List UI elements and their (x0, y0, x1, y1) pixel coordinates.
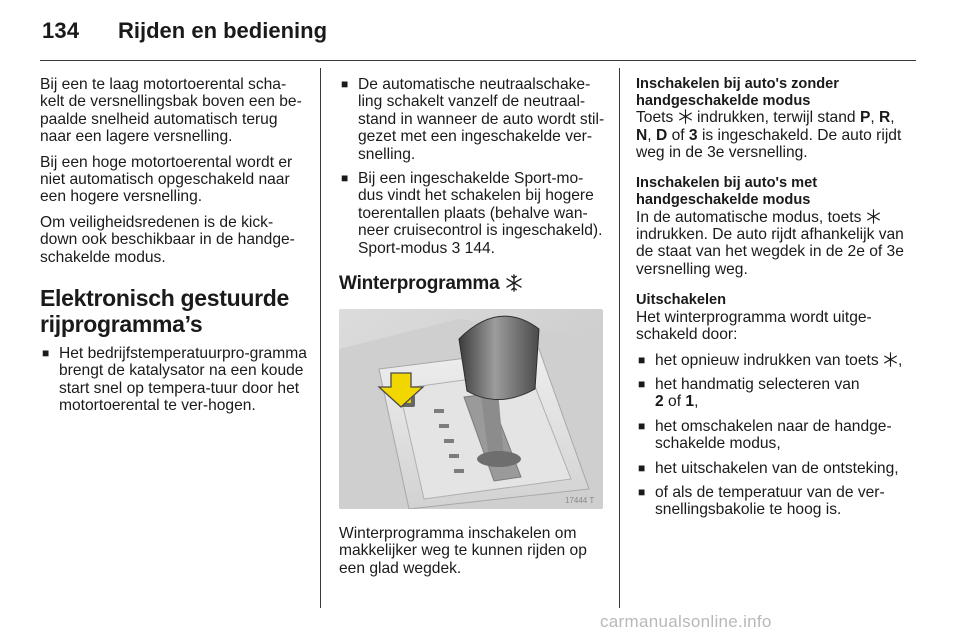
gear-position: 1 (685, 393, 695, 411)
list-item (339, 170, 607, 257)
bullet-list (339, 76, 607, 257)
paragraph: Het winterprogramma wordt uitge-schakeld door: (636, 308, 872, 344)
section-heading-text: Winterprogramma (339, 273, 500, 295)
bullet-list (636, 352, 914, 519)
header-divider (40, 60, 916, 61)
text: indrukken. De auto rijdt afhankelijk van de staat van het wegdek in de 2e of 3e versnelling weg. (636, 226, 904, 278)
page-number: 134 (42, 18, 80, 43)
column-divider-2 (619, 68, 620, 608)
text: het handmatig selecteren van (655, 376, 860, 394)
paragraph: Bij een te laag motortoerental scha-kelt de versnellingsbak boven een be-paalde snelheid automatisch terug naar een lagere versnelling. (40, 76, 302, 146)
list-item: ■ het uitschakelen van de ontsteking, (636, 460, 914, 477)
text: , (647, 126, 652, 144)
bullet-list (40, 345, 308, 415)
section-heading: Elektronisch gestuurde rijprogramma’s (40, 285, 290, 338)
paragraph: Om veiligheidsredenen is de kick-down ook beschikbaar in de handge-schakelde modus. (40, 213, 295, 266)
subheading: Uitschakelen (636, 292, 727, 309)
paragraph: Bij een hoge motortoerental wordt er niet automatisch opgeschakeld naar een hogere versnelling. (40, 153, 293, 206)
text: , (890, 109, 895, 127)
text: Toets (636, 109, 674, 127)
list-item: ■ Het bedrijfstemperatuurpro-gramma brengt de katalysator na een koude start snel op tempera-tuur door het motortoerental te ver-hogen. (40, 345, 308, 415)
list-item: ■ of als de temperatuur van de ver-snellingsbakolie te hoog is. (636, 484, 914, 519)
snowflake-icon (883, 352, 898, 367)
list-item (636, 352, 914, 369)
text: , (870, 109, 875, 127)
list-item-text: Bij een ingeschakelde Sport-mo-dus vindt het schakelen bij hogere toerentallen plaats (behalve wan-neer cruisecontrol is ingeschakeld). Sport-modus (358, 170, 603, 257)
text: , (898, 351, 903, 369)
paragraph (636, 209, 914, 279)
column-divider-1 (320, 68, 321, 608)
subheading: Inschakelen bij auto's zonder handgeschakelde modus (636, 76, 839, 109)
figure-caption: Winterprogramma inschakelen om makkelijker weg te kunnen rijden op een glad wegdek. (339, 525, 587, 577)
snowflake-icon (505, 274, 523, 292)
snowflake-icon (678, 109, 693, 124)
gear-position: N (636, 126, 648, 144)
page-header (42, 18, 327, 48)
gear-position: D (655, 126, 668, 144)
snowflake-icon (866, 209, 881, 224)
gear-lever-image (339, 309, 603, 509)
text: of (671, 126, 685, 144)
list-item: ■ De automatische neutraalschake-ling schakelt vanzelf de neutraal-stand in wanneer de auto wordt stil-gezet met een ingeschakelde ver-snelling. (339, 76, 607, 163)
text: het opnieuw indrukken van toets (655, 351, 879, 369)
section-heading (339, 273, 607, 295)
page-ref[interactable]: 144. (464, 239, 496, 257)
gear-position: R (879, 109, 891, 127)
column-2 (339, 76, 607, 585)
watermark: carmanualsonline.info (600, 612, 772, 631)
text: is ingeschakeld. De auto rijdt weg in de 3e versnelling. (636, 126, 902, 161)
subheading: Inschakelen bij auto's met handgeschakelde modus (636, 175, 818, 208)
gear-position: P (859, 109, 871, 127)
figure-code: 17444 T (565, 496, 595, 506)
paragraph (636, 109, 914, 161)
column-1 (40, 76, 308, 423)
text: indrukken, terwijl stand (696, 109, 856, 127)
gear-selector-illustration (339, 309, 603, 509)
text: , (694, 393, 699, 411)
list-item (636, 376, 914, 411)
column-3 (636, 76, 914, 527)
list-item: ■ het omschakelen naar de handge-schakelde modus, (636, 418, 914, 453)
page-title: Rijden en bediening (118, 18, 328, 43)
gear-position: 2 (655, 393, 664, 411)
gear-position: 3 (688, 126, 698, 144)
page-ref-arrow[interactable]: 3 (451, 239, 461, 257)
text: In de automatische modus, toets (636, 208, 862, 226)
text: of (668, 393, 682, 411)
